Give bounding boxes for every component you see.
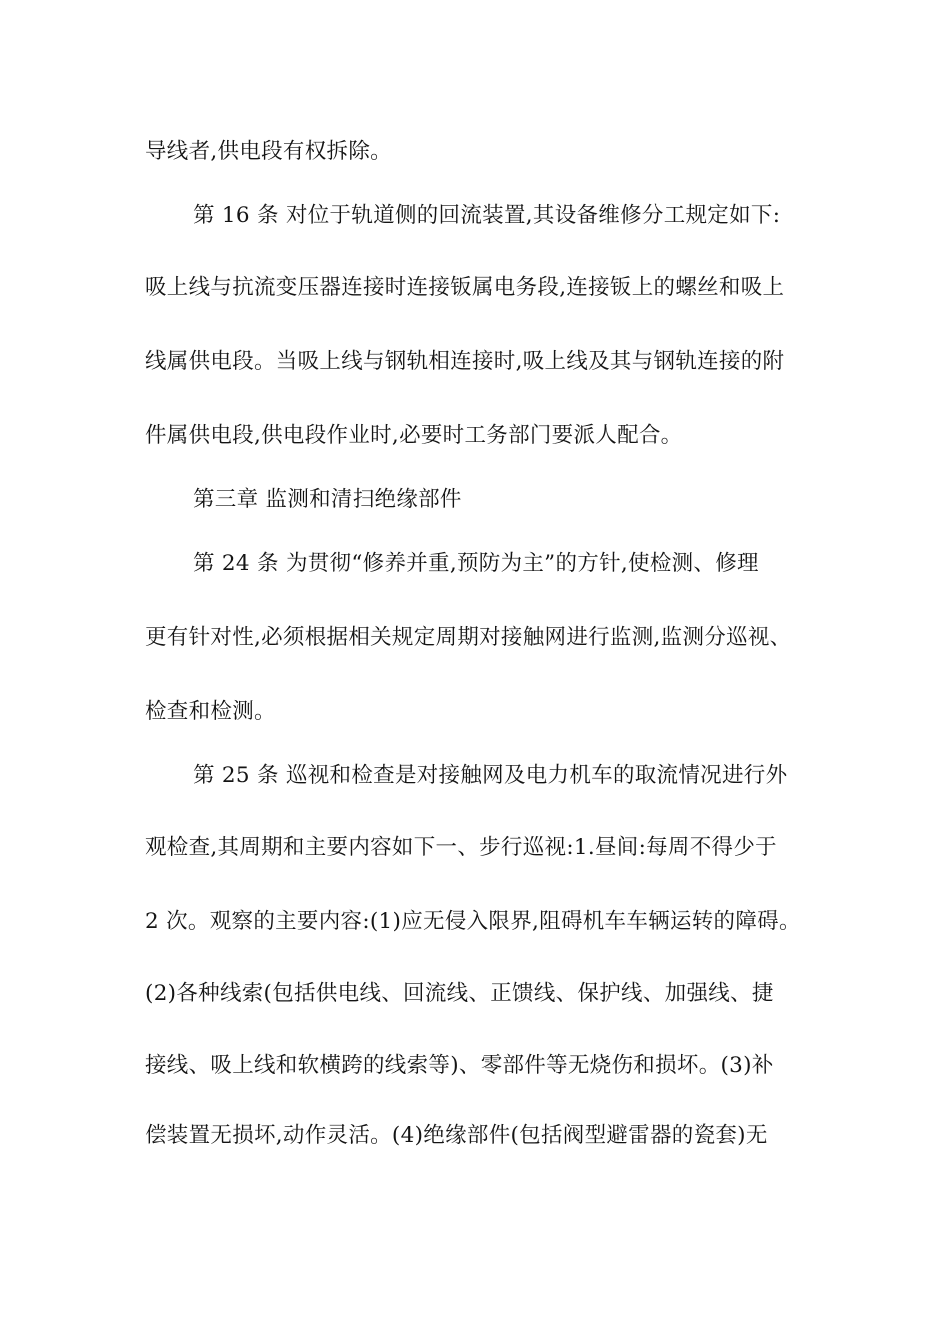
chapter-heading: 第三章 监测和清扫绝缘部件	[193, 487, 462, 512]
text-line: 导线者,供电段有权拆除。	[145, 139, 392, 164]
text-line: 观检查,其周期和主要内容如下一、步行巡视:1.昼间:每周不得少于	[145, 835, 777, 860]
text-line: 吸上线与抗流变压器连接时连接钣属电务段,连接钣上的螺丝和吸上	[145, 275, 785, 300]
text-line: 2 次。观察的主要内容:(1)应无侵入限界,阻碍机车车辆运转的障碍。	[145, 909, 801, 934]
article-16-heading: 第 16 条 对位于轨道侧的回流装置,其设备维修分工规定如下:	[193, 203, 781, 228]
text-line: (2)各种线索(包括供电线、回流线、正馈线、保护线、加强线、捷	[145, 981, 774, 1006]
text-line: 件属供电段,供电段作业时,必要时工务部门要派人配合。	[145, 423, 683, 448]
text-line: 偿装置无损坏,动作灵活。(4)绝缘部件(包括阀型避雷器的瓷套)无	[145, 1123, 768, 1148]
article-25-heading: 第 25 条 巡视和检查是对接触网及电力机车的取流情况进行外	[193, 763, 788, 788]
text-line: 接线、吸上线和软横跨的线索等)、零部件等无烧伤和损坏。(3)补	[145, 1053, 774, 1078]
text-line: 线属供电段。当吸上线与钢轨相连接时,吸上线及其与钢轨连接的附	[145, 349, 785, 374]
text-line: 更有针对性,必须根据相关规定周期对接触网进行监测,监测分巡视、	[145, 625, 792, 650]
article-24-heading: 第 24 条 为贯彻“修养并重,预防为主”的方针,使检测、修理	[193, 551, 759, 576]
text-line: 检查和检测。	[145, 699, 276, 724]
